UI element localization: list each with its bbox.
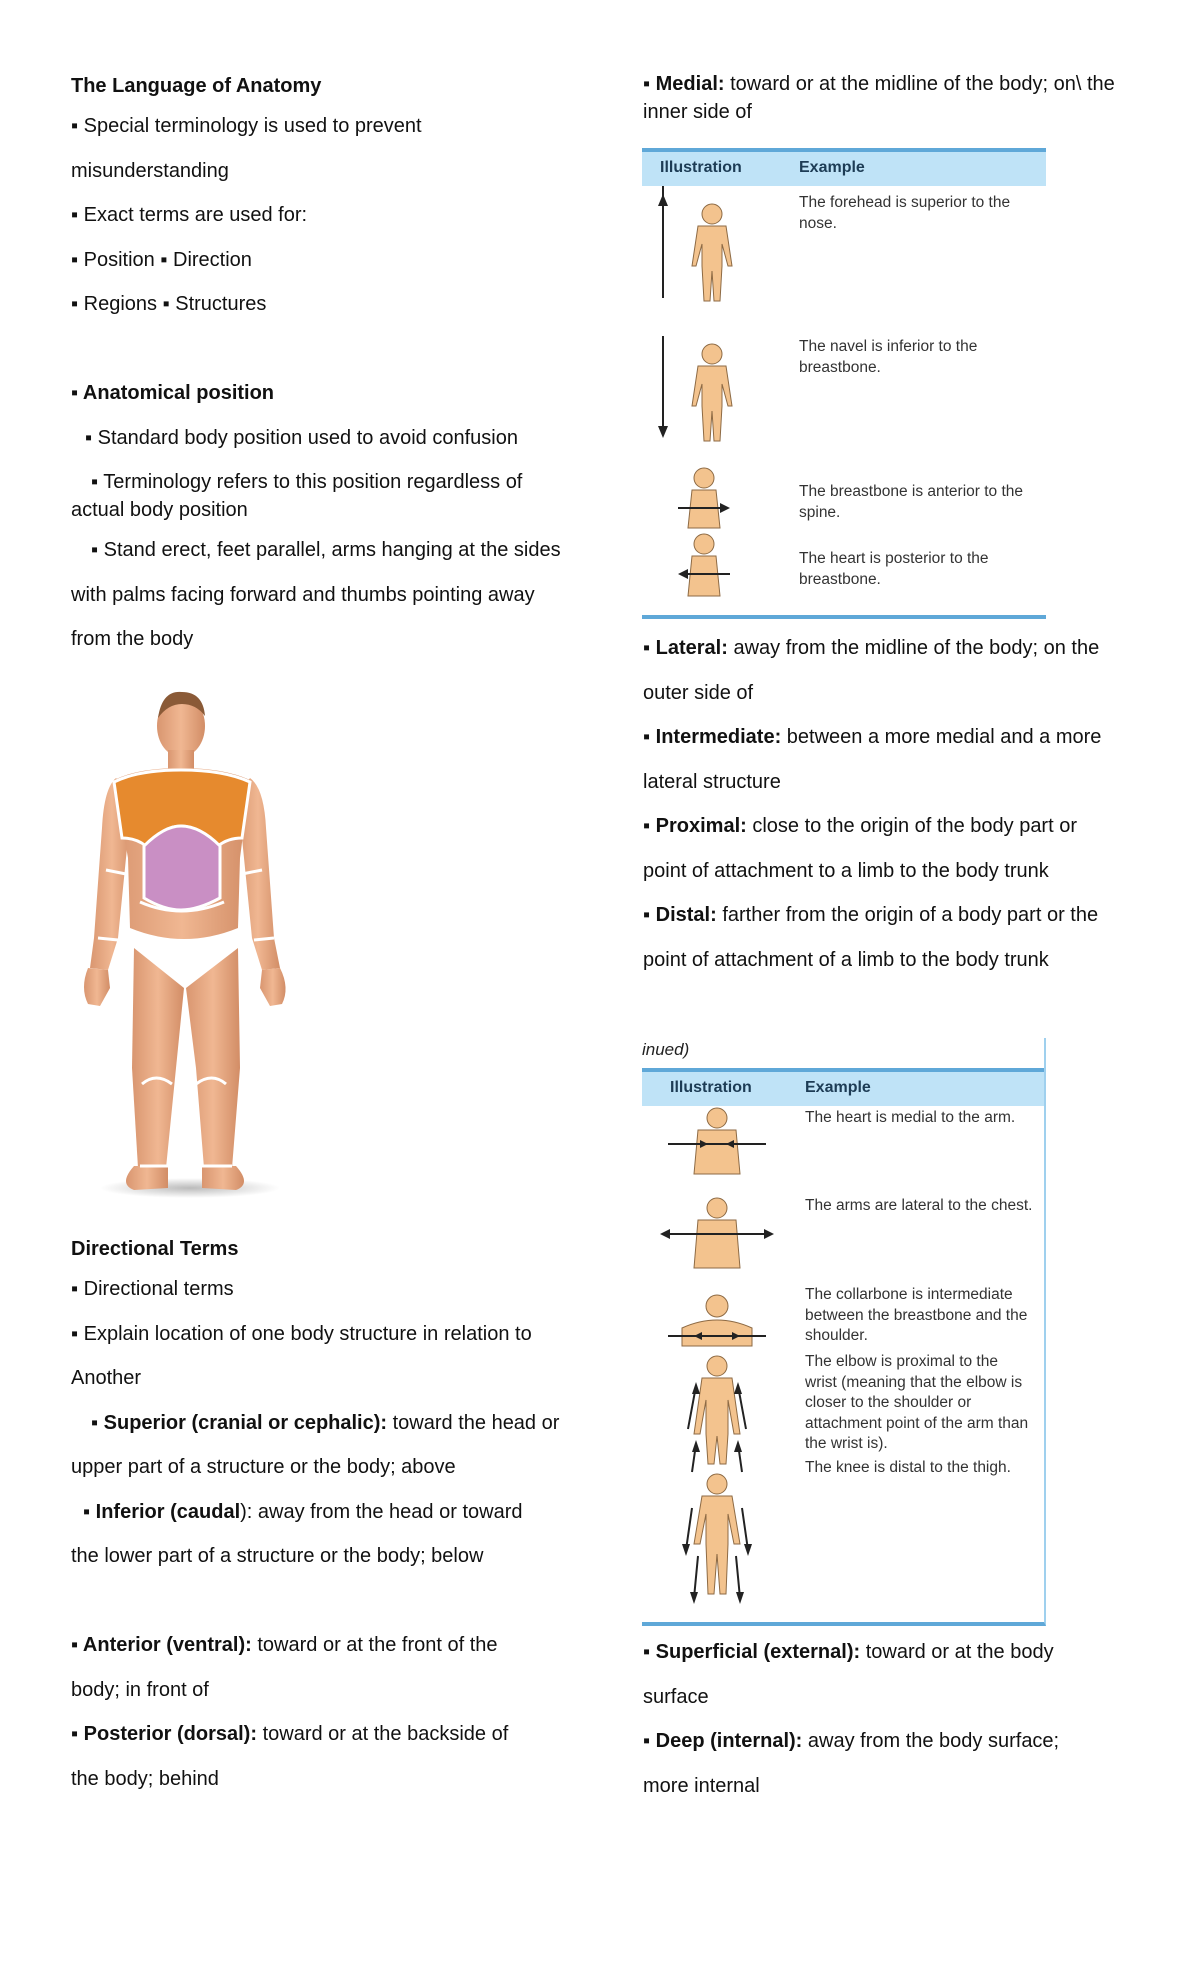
table-row: The forehead is superior to the nose. bbox=[799, 194, 1011, 232]
medial-line bbox=[643, 70, 1143, 126]
def-proximal: close to the origin of the body part or bbox=[746, 815, 1077, 837]
body-profile-icon bbox=[688, 468, 720, 528]
def-lateral: away from the midline of the body; on the bbox=[727, 637, 1100, 659]
illustration-icons-1 bbox=[642, 186, 792, 611]
text-line: ▪ Directional terms bbox=[71, 1278, 234, 1300]
anatomical-position-title: ▪ Anatomical position bbox=[71, 382, 275, 404]
text-line: ▪ Regions ▪ Structures bbox=[71, 293, 267, 315]
section-heading-directional: Directional Terms bbox=[71, 1238, 239, 1260]
col-example: Example bbox=[799, 159, 865, 176]
def-superficial: toward or at the body bbox=[860, 1641, 1054, 1663]
body-figure-icon bbox=[694, 1356, 740, 1464]
table-row: The heart is posterior to the breastbone. bbox=[799, 550, 989, 588]
term-lateral: ▪ Lateral: bbox=[643, 637, 728, 659]
text-line: the lower part of a structure or the body; below bbox=[71, 1545, 484, 1567]
term-deep: ▪ Deep (internal): bbox=[643, 1730, 803, 1752]
term-intermediate: ▪ Intermediate: bbox=[643, 726, 782, 748]
col-illustration: Illustration bbox=[670, 1079, 752, 1096]
text-line: ▪ Explain location of one body structure in relation to bbox=[71, 1322, 532, 1345]
left-column bbox=[71, 68, 571, 662]
text-line: the body; behind bbox=[71, 1767, 219, 1790]
text-line: ▪ Stand erect, feet parallel, arms hanging at the sides bbox=[91, 539, 561, 561]
text-line: ▪ Position ▪ Direction bbox=[71, 248, 252, 271]
term-superior: ▪ Superior (cranial or cephalic): bbox=[91, 1411, 388, 1434]
term-anterior: ▪ Anterior (ventral): bbox=[71, 1634, 252, 1656]
text-line: from the body bbox=[71, 628, 194, 650]
text-line: ▪ Exact terms are used for: bbox=[71, 204, 308, 226]
directional-table-1 bbox=[642, 148, 1046, 619]
table-caption: inued) bbox=[642, 1040, 690, 1059]
text-line: ▪ Terminology refers to this position regardless of bbox=[91, 471, 523, 493]
superior-line bbox=[71, 1401, 591, 1446]
superficial-deep-section bbox=[643, 1630, 1163, 1808]
table-row: The arms are lateral to the chest. bbox=[805, 1197, 1033, 1214]
def-superior: toward the head or bbox=[387, 1411, 560, 1434]
lateral-line bbox=[643, 626, 1163, 671]
term-inferior: ▪ Inferior (caudal bbox=[83, 1500, 241, 1523]
text-line: misunderstanding bbox=[71, 159, 229, 182]
text-line: surface bbox=[643, 1685, 709, 1708]
text-line: outer side of bbox=[643, 681, 754, 704]
table-row: The collarbone is intermediate between the breastbone and the shoulder. bbox=[805, 1286, 1028, 1344]
def-distal: farther from the origin of a body part or the bbox=[716, 904, 1099, 926]
text-line: upper part of a structure or the body; above bbox=[71, 1456, 456, 1478]
table-row: The breastbone is anterior to the spine. bbox=[799, 483, 1024, 521]
text-line: ▪ Special terminology is used to prevent bbox=[71, 115, 422, 137]
text-line: ▪ Standard body position used to avoid confusion bbox=[85, 426, 518, 449]
posterior-line bbox=[71, 1712, 591, 1757]
deep-line bbox=[643, 1719, 1163, 1764]
text-line: point of attachment to a limb to the body trunk bbox=[643, 859, 1049, 882]
table-header bbox=[642, 1068, 1044, 1106]
col-illustration: Illustration bbox=[660, 159, 742, 176]
inferior-line bbox=[71, 1490, 591, 1535]
body-figure-icon bbox=[694, 1474, 740, 1594]
directional-section bbox=[71, 1231, 591, 1801]
anatomical-position-figure bbox=[78, 688, 303, 1208]
def-deep: away from the body surface; bbox=[802, 1730, 1060, 1752]
illustration-icons-2 bbox=[642, 1104, 802, 1622]
proximal-line bbox=[643, 804, 1163, 849]
text-line: body; in front of bbox=[71, 1678, 209, 1701]
superficial-line bbox=[643, 1630, 1163, 1675]
text-line: with palms facing forward and thumbs pointing away bbox=[71, 583, 535, 606]
def-anterior: toward or at the front of the bbox=[251, 1634, 498, 1656]
anterior-line bbox=[71, 1623, 591, 1668]
term-superficial: ▪ Superficial (external): bbox=[643, 1641, 861, 1663]
intermediate-line bbox=[643, 715, 1163, 760]
shoulder-icon bbox=[682, 1295, 752, 1346]
table-row: The knee is distal to the thigh. bbox=[805, 1459, 1011, 1476]
term-distal: ▪ Distal: bbox=[643, 904, 717, 926]
body-figure-icon bbox=[692, 204, 732, 301]
def-intermediate: between a more medial and a more bbox=[781, 726, 1102, 748]
text-line: lateral structure bbox=[643, 770, 781, 793]
def-posterior: toward or at the backside of bbox=[257, 1723, 509, 1745]
directional-table-2 bbox=[642, 1038, 1046, 1626]
def-inferior: ): away from the head or toward bbox=[240, 1500, 523, 1523]
body-profile-icon bbox=[688, 534, 720, 596]
right-column bbox=[643, 68, 1143, 126]
term-medial: ▪ Medial: bbox=[643, 73, 725, 95]
text-line: actual body position bbox=[71, 499, 248, 521]
term-proximal: ▪ Proximal: bbox=[643, 815, 747, 837]
table-header bbox=[642, 148, 1046, 186]
term-posterior: ▪ Posterior (dorsal): bbox=[71, 1723, 258, 1745]
distal-line bbox=[643, 893, 1163, 938]
def-medial: toward or at the midline of the body; on\ the inner side of bbox=[643, 73, 1115, 123]
table-row: The elbow is proximal to the wrist (meaning that the elbow is closer to the shoulder or attachment point of the arm than the wrist is). bbox=[805, 1353, 1029, 1452]
col-example: Example bbox=[805, 1079, 871, 1096]
text-line: point of attachment of a limb to the body trunk bbox=[643, 948, 1049, 971]
body-figure-icon bbox=[692, 344, 732, 441]
table-row: The navel is inferior to the breastbone. bbox=[799, 338, 978, 376]
text-line: more internal bbox=[643, 1774, 760, 1797]
table-row: The heart is medial to the arm. bbox=[805, 1109, 1016, 1126]
right-terms bbox=[643, 626, 1163, 982]
section-heading-language: The Language of Anatomy bbox=[71, 75, 322, 97]
text-line: Another bbox=[71, 1367, 142, 1389]
